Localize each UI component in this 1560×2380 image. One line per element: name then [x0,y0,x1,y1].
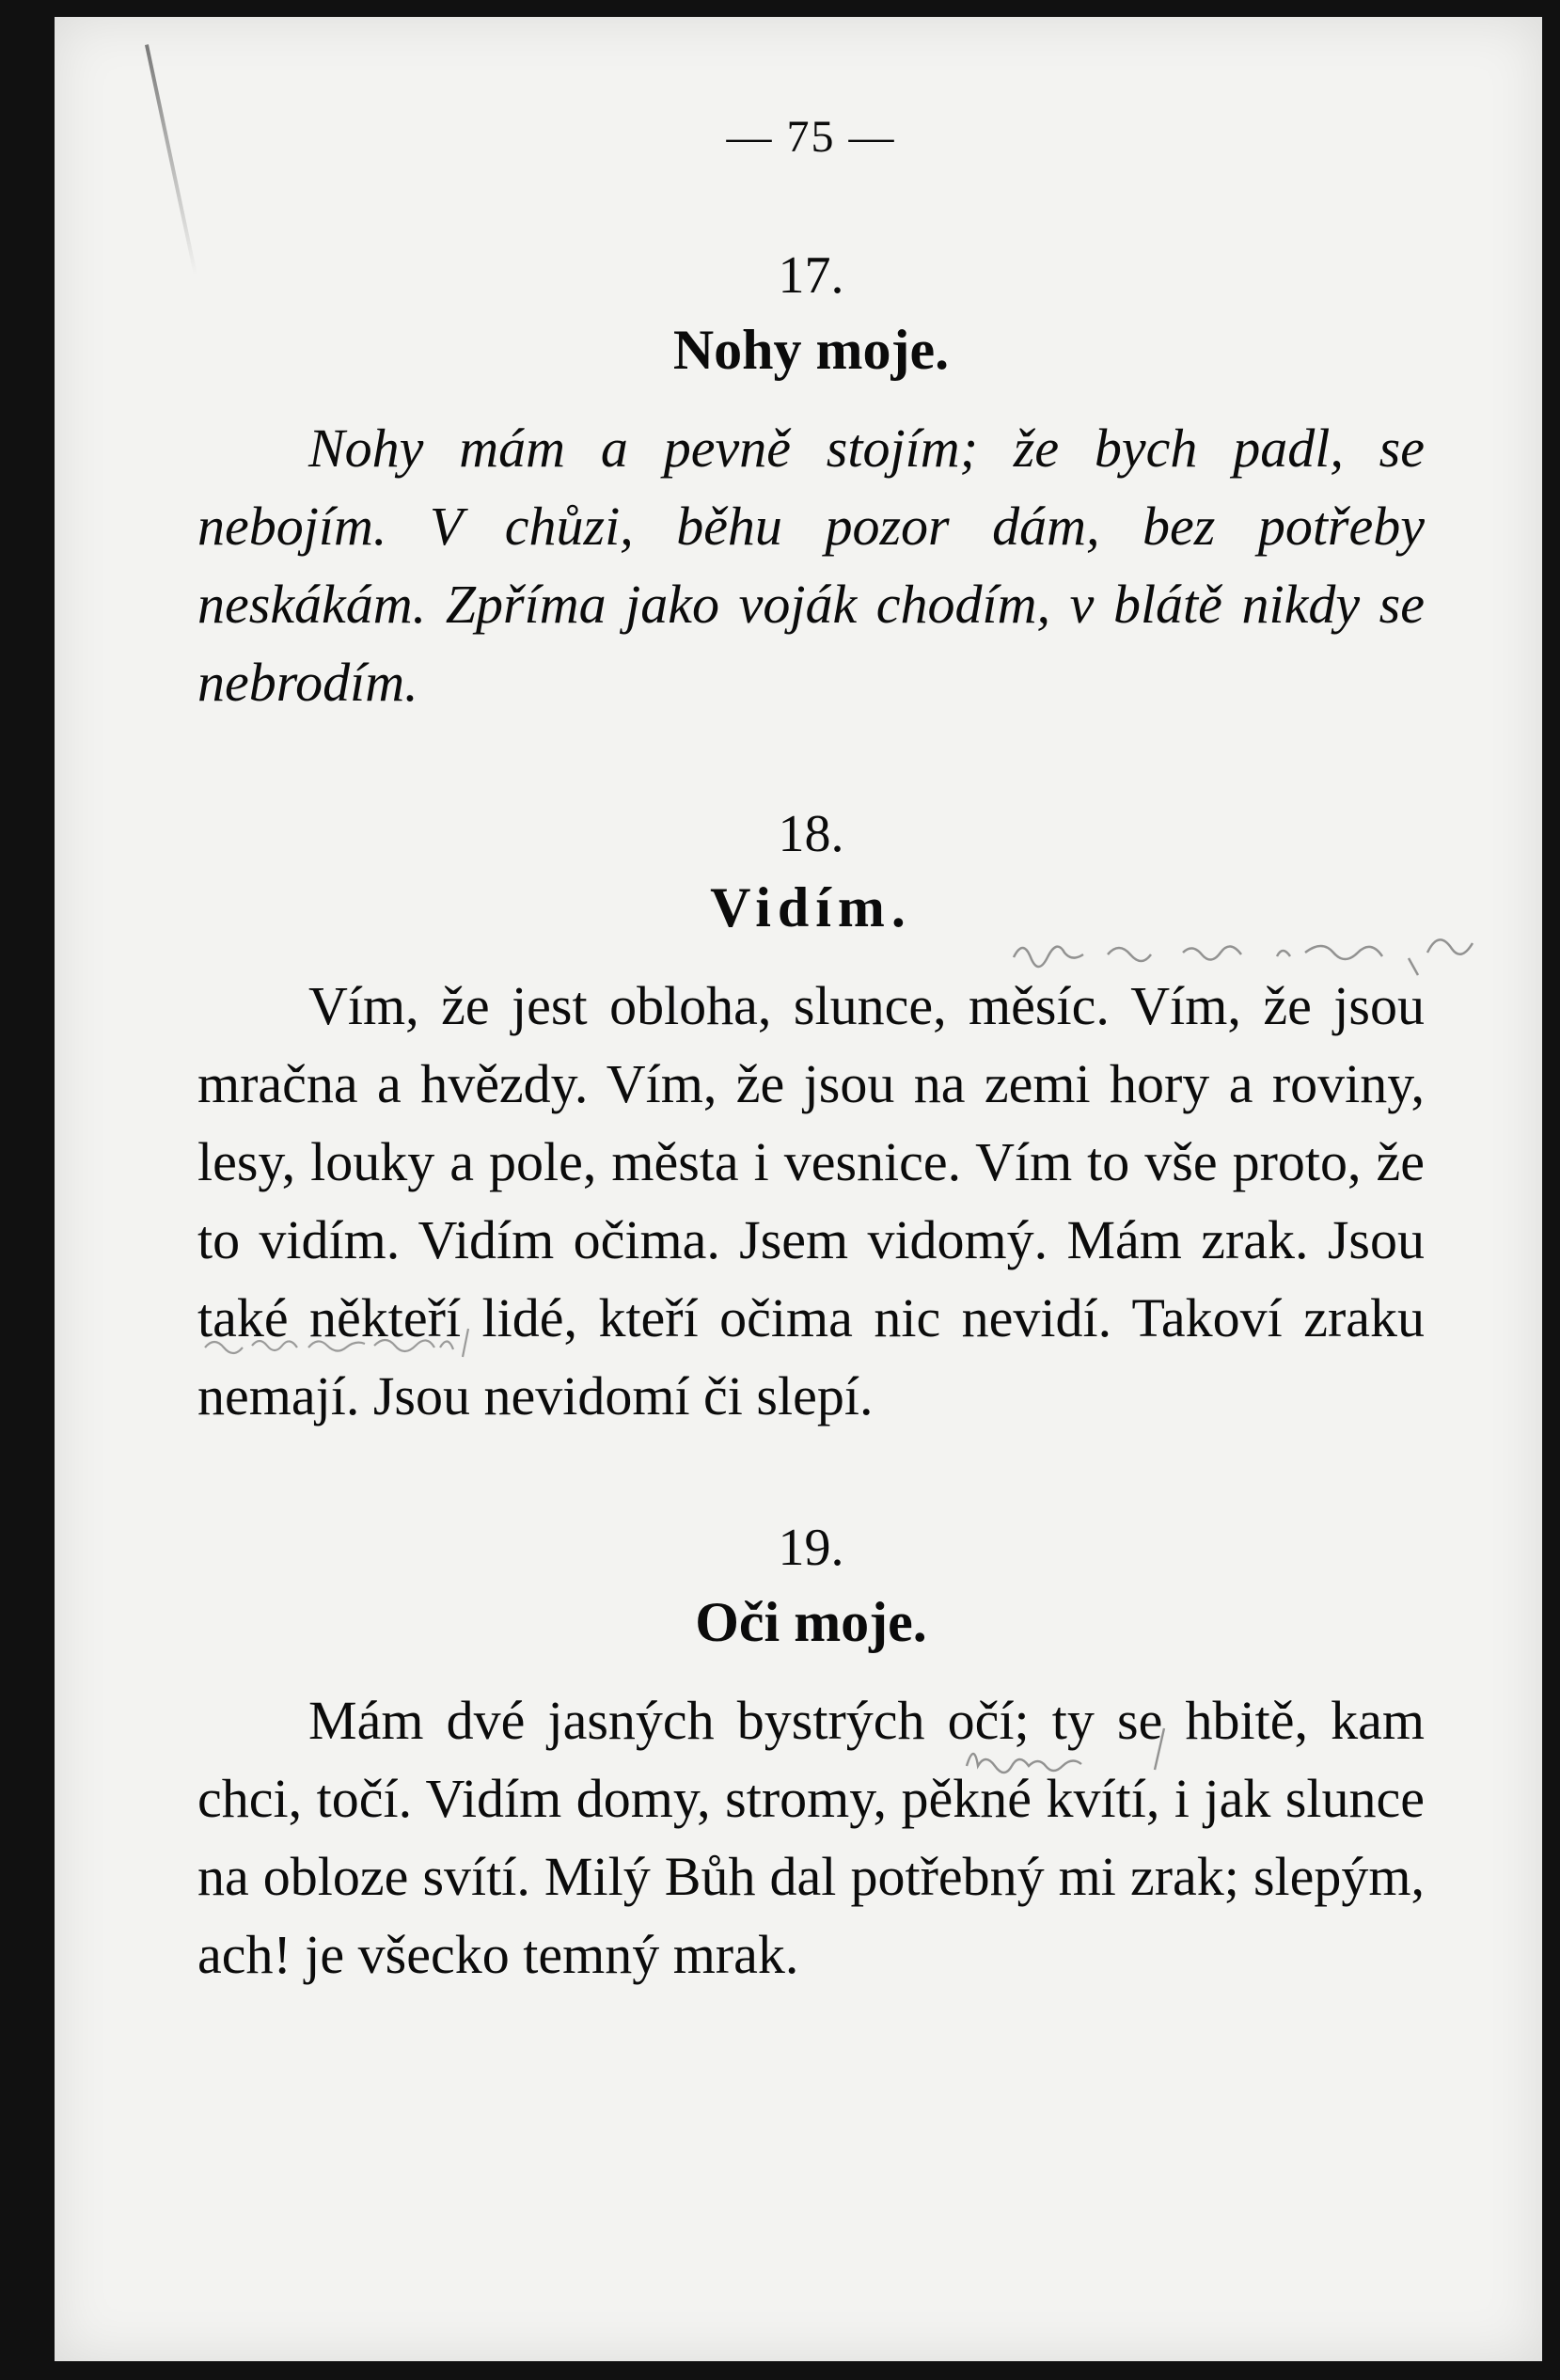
section-title: Vidím. [710,876,912,939]
section-text: Nohy mám a pevně stojím; že bych padl, se nebojím. V chůzi, běhu pozor dám, bez potřeby neskákám. Zpříma jako voják chodím, v blátě nikdy se nebrodím. [197,417,1425,713]
section-gap [197,721,1425,806]
handwritten-annotation-1 [1004,915,1531,981]
handwritten-annotation-3 [957,1719,1221,1785]
section-text: Vím, že jest obloha, slunce, měsíc. Vím, že jsou mračna a hvězdy. Vím, že jsou na zemi hory a roviny, lesy, louky a pole, města i vesnice. Vím to vše proto, že to vidím. Vidím očima. Jsem vidomý. Mám zrak. Jsou také někteří lidé, kteří očima nic nevidí. Takoví zraku nemají. Jsou nevidomí či slepí. [197,975,1425,1427]
section-title: Oči moje. [695,1590,927,1653]
section-gap [197,1435,1425,1520]
section-number: 17. [778,246,844,305]
section-19 [197,1520,1425,1994]
page-binding-shadow [145,44,197,275]
page-number: — 75 — [726,112,896,162]
page-content [197,111,1425,1994]
section-number: 18. [778,804,844,863]
book-page [55,17,1542,2361]
section-title: Nohy moje. [672,318,950,381]
section-text: Mám dvé jasných bystrých očí; ty se hbitě, kam chci, točí. Vidím domy, stromy, pěkné kvítí, i jak slunce na obloze svítí. Milý Bůh dal potřebný mi zrak; slepým, ach! je všecko temný mrak. [197,1689,1425,1985]
section-17 [197,247,1425,721]
section-number: 19. [778,1519,844,1578]
handwritten-annotation-2 [196,1319,591,1366]
